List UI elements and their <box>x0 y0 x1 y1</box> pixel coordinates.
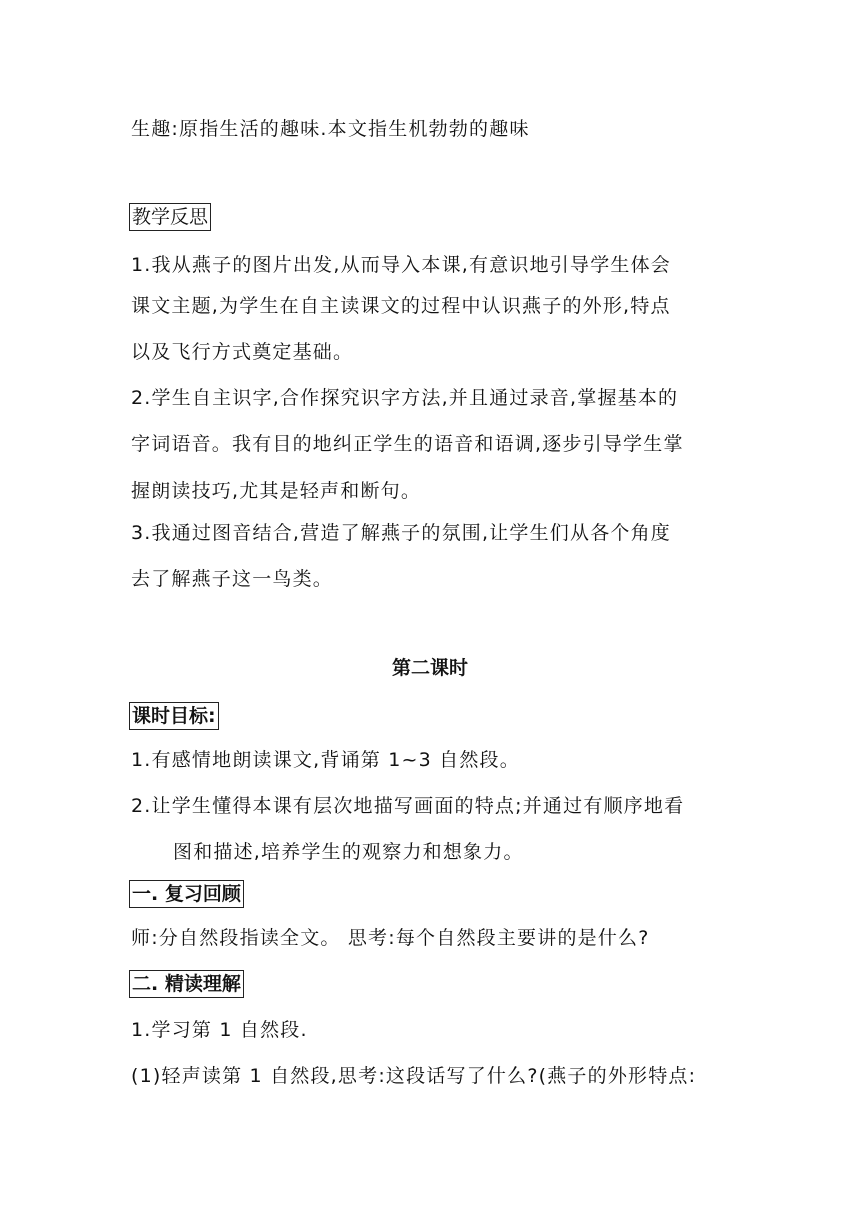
reflection-line: 课文主题,为学生在自主读课文的过程中认识燕子的外形,特点 <box>131 295 671 317</box>
reflection-line: 2.学生自主识字,合作探究识字方法,并且通过录音,掌握基本的 <box>131 387 679 409</box>
reading-line: (1)轻声读第 1 自然段,思考:这段话写了什么?(燕子的外形特点: <box>131 1065 697 1087</box>
section-label-reflection: 教学反思 <box>129 203 211 231</box>
reflection-line: 去了解燕子这一鸟类。 <box>131 568 334 590</box>
review-text: 师:分自然段指读全文。 思考:每个自然段主要讲的是什么? <box>131 927 650 949</box>
objective-line: 1.有感情地朗读课文,背诵第 1~3 自然段。 <box>131 749 520 771</box>
reflection-line: 3.我通过图音结合,营造了解燕子的氛围,让学生们从各个角度 <box>131 522 672 544</box>
section-label-objectives: 课时目标: <box>129 702 219 730</box>
section-label-reading: 二. 精读理解 <box>129 970 244 998</box>
reflection-line: 1.我从燕子的图片出发,从而导入本课,有意识地引导学生体会 <box>131 254 672 276</box>
objective-line: 图和描述,培养学生的观察力和想象力。 <box>173 841 524 863</box>
section-label-review: 一. 复习回顾 <box>129 880 244 908</box>
lesson-title: 第二课时 <box>391 657 468 679</box>
reflection-line: 字词语音。我有目的地纠正学生的语音和语调,逐步引导学生掌 <box>131 433 684 455</box>
definition-shengqu: 生趣:原指生活的趣味.本文指生机勃勃的趣味 <box>131 118 530 140</box>
objective-line: 2.让学生懂得本课有层次地描写画面的特点;并通过有顺序地看 <box>131 795 685 817</box>
reflection-line: 握朗读技巧,尤其是轻声和断句。 <box>131 480 422 502</box>
reflection-line: 以及飞行方式奠定基础。 <box>131 341 354 363</box>
reading-line: 1.学习第 1 自然段. <box>131 1019 308 1041</box>
